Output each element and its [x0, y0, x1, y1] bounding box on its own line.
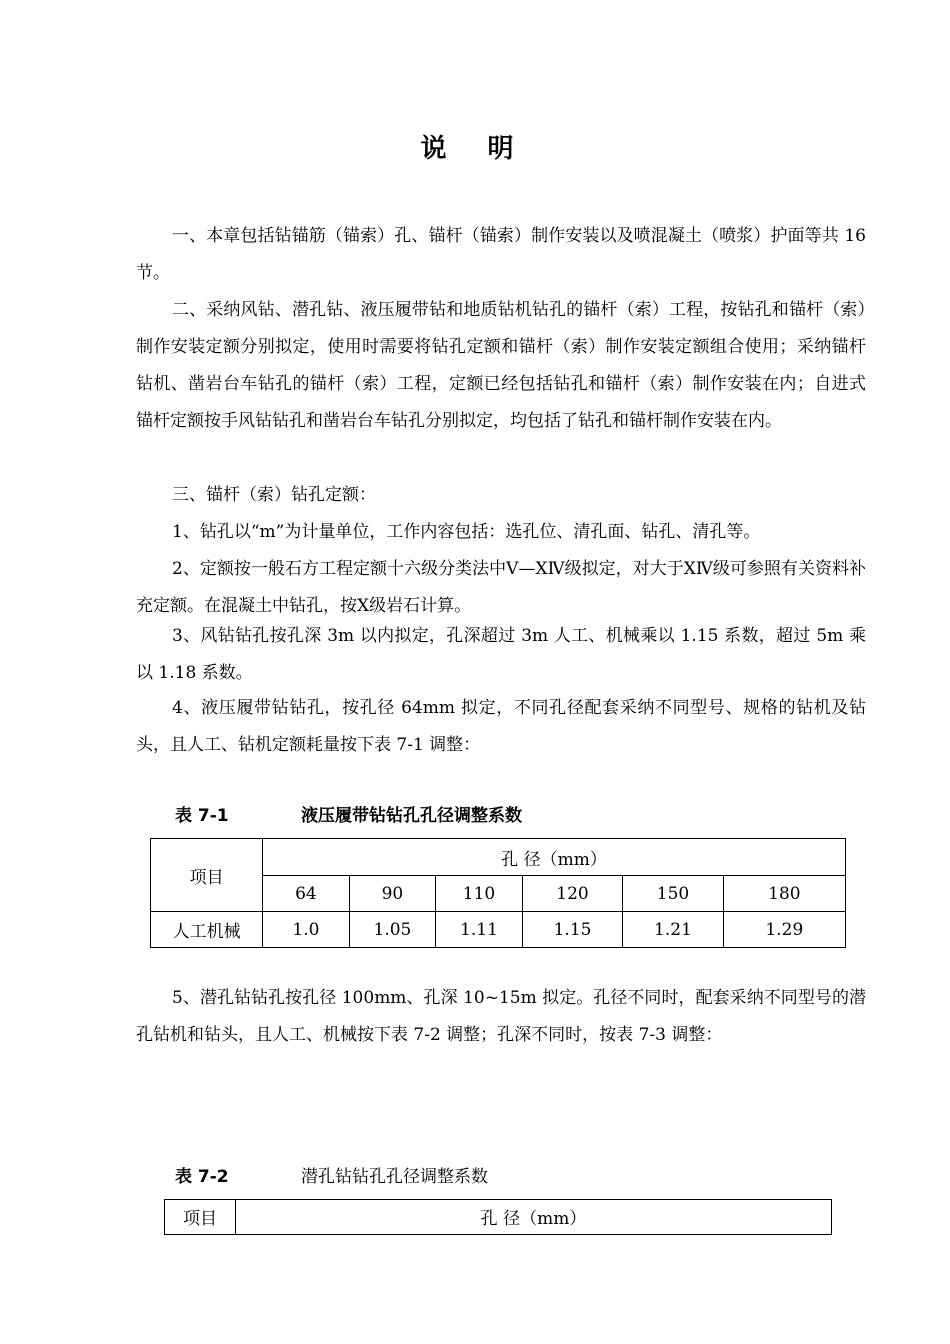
table-7-1	[150, 838, 846, 948]
table2-label: 表 7-2	[175, 1167, 229, 1187]
paragraph-item-3: 3、风钻钻孔按孔深 3m 以内拟定，孔深超过 3m 人工、机械乘以 1.15 系数，超过 5m 乘以 1.18 系数。	[136, 626, 866, 683]
table1-cell: 1.11	[436, 912, 523, 948]
table1-cell: 1.0	[263, 912, 349, 948]
table2-header-group: 孔 径（mm）	[236, 1200, 832, 1235]
paragraph-item-5: 5、潜孔钻钻孔按孔径 100mm、孔深 10~15m 拟定。孔径不同时，配套采纳不同型号的潜孔钻机和钻头，且人工、机械按下表 7-2 调整；孔深不同时，按表 7-3 调整：	[136, 988, 866, 1045]
table1-cell: 1.21	[623, 912, 723, 948]
page-title: 说 明	[420, 134, 530, 164]
table1-cell: 1.15	[522, 912, 622, 948]
table1-col: 64	[263, 876, 349, 912]
table1-cell: 1.05	[349, 912, 436, 948]
table1-caption	[175, 805, 522, 827]
table2-caption	[175, 1166, 488, 1188]
table1-col: 120	[522, 876, 622, 912]
paragraph-drilling-methods: 二、采纳风钻、潜孔钻、液压履带钻和地质钻机钻孔的锚杆（索）工程，按钻孔和锚杆（索）制作安装定额分别拟定，使用时需要将钻孔定额和锚杆（索）制作安装定额组合使用；采纳锚杆钻机、凿岩台车钻孔的锚杆（索）工程，定额已经包括钻孔和锚杆（索）制作安装在内；自进式锚杆定额按手风钻钻孔和凿岩台车钻孔分别拟定，均包括了钻孔和锚杆制作安装在内。	[136, 300, 866, 431]
paragraph-item-4: 4、液压履带钻钻孔，按孔径 64mm 拟定，不同孔径配套采纳不同型号、规格的钻机及钻头，且人工、钻机定额耗量按下表 7-1 调整：	[136, 698, 866, 755]
table1-row-label: 人工机械	[151, 912, 263, 948]
table1-col: 180	[723, 876, 845, 912]
paragraph-section-three: 三、锚杆（索）钻孔定额：	[172, 485, 376, 505]
table1-header-group: 孔 径（mm）	[263, 839, 846, 876]
table2-header-item: 项目	[165, 1200, 236, 1235]
table1-col: 90	[349, 876, 436, 912]
table1-header-item: 项目	[151, 839, 263, 912]
table1-col: 110	[436, 876, 523, 912]
table1-col: 150	[623, 876, 723, 912]
table-row	[151, 912, 846, 948]
paragraph-scope: 一、本章包括钻锚筋（锚索）孔、锚杆（锚索）制作安装以及喷混凝土（喷浆）护面等共 16 节。	[136, 226, 866, 283]
paragraph-item-2: 2、定额按一般石方工程定额十六级分类法中Ⅴ—ⅩⅣ级拟定，对大于ⅩⅣ级可参照有关资料补充定额。在混凝土中钻孔，按Ⅹ级岩石计算。	[136, 559, 866, 616]
table1-name: 液压履带钻钻孔孔径调整系数	[301, 806, 522, 826]
paragraph-item-1: 1、钻孔以“m”为计量单位，工作内容包括：选孔位、清孔面、钻孔、清孔等。	[172, 522, 761, 542]
table1-label: 表 7-1	[175, 806, 229, 826]
table1-cell: 1.29	[723, 912, 845, 948]
table2-name: 潜孔钻钻孔孔径调整系数	[301, 1167, 488, 1187]
table-7-2	[164, 1199, 832, 1235]
